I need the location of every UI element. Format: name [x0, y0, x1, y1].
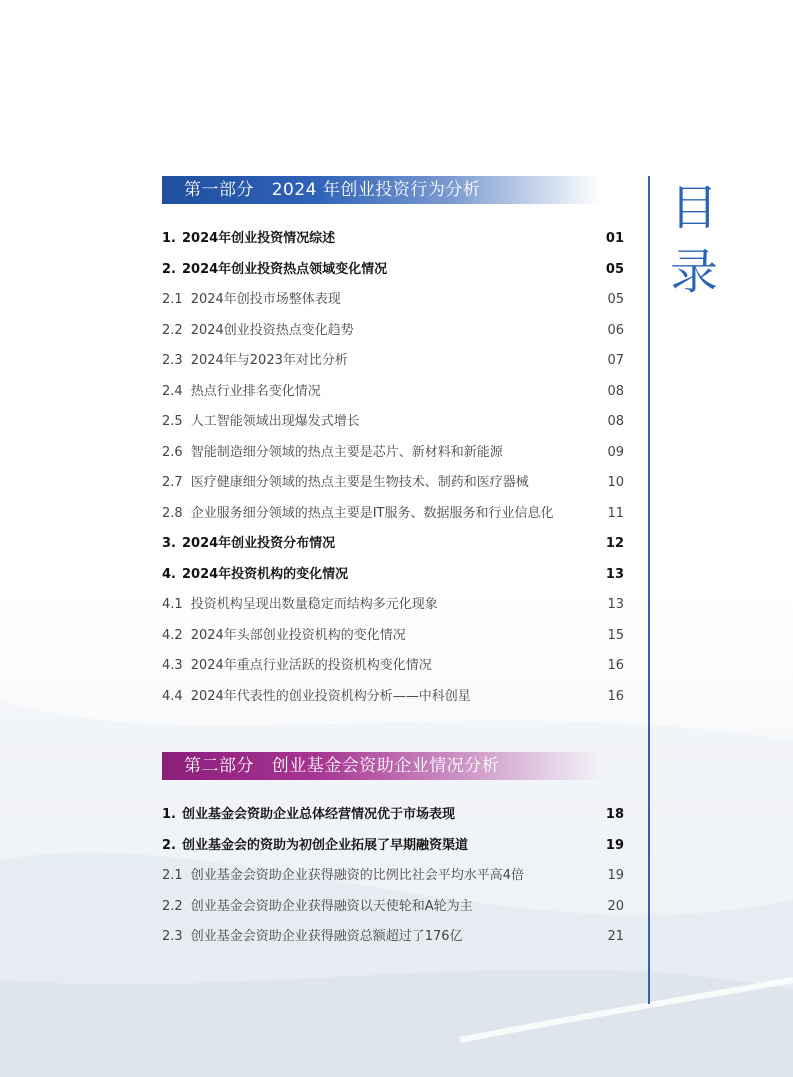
entry-title: 创业基金会资助企业获得融资总额超过了176亿: [190, 929, 463, 944]
toc-subentry[interactable]: [162, 861, 624, 892]
toc-subentry[interactable]: [162, 892, 624, 923]
entry-page: 08: [607, 414, 624, 429]
entry-number: 2.6: [162, 444, 183, 460]
toc-subentry[interactable]: [162, 285, 624, 316]
section-banner-part-1: [162, 176, 602, 204]
entry-page: 18: [605, 807, 624, 822]
entry-number: 2.7: [162, 475, 183, 490]
entry-number: 1.: [162, 231, 176, 246]
entry-number: 2.2: [162, 322, 183, 338]
toc-subentry[interactable]: [162, 316, 624, 347]
section-banner-label: 第二部分 创业基金会资助企业情况分析: [184, 756, 500, 776]
toc-subentry[interactable]: [162, 499, 624, 530]
toc-entry[interactable]: [162, 831, 624, 862]
entry-title: 2024年创业投资热点领域变化情况: [181, 261, 388, 277]
toc-subentry[interactable]: [162, 922, 624, 953]
entry-title: 2024年代表性的创业投资机构分析——中科创星: [190, 688, 471, 704]
entry-title: 医疗健康细分领域的热点主要是生物技术、制药和医疗器械: [190, 475, 529, 490]
toc-subentry[interactable]: [162, 468, 624, 499]
toc-entry[interactable]: [162, 224, 624, 255]
entry-number: 4.: [162, 566, 176, 582]
section-banner-part-2: [162, 752, 602, 780]
entry-title: 企业服务细分领域的热点主要是IT服务、数据服务和行业信息化: [190, 505, 554, 521]
entry-number: 2.1: [162, 868, 183, 883]
entry-number: 2.1: [162, 292, 183, 307]
entry-page: 11: [607, 505, 624, 521]
section-banner-label: 第一部分 2024 年创业投资行为分析: [184, 180, 481, 200]
entry-number: 2.4: [162, 383, 183, 399]
entry-title: 人工智能领域出现爆发式增长: [190, 414, 360, 429]
contents-heading-char: 录: [669, 244, 718, 300]
entry-title: 创业基金会资助企业获得融资的比例比社会平均水平高4倍: [190, 868, 524, 883]
entry-page: 08: [607, 383, 624, 399]
entry-title: 创业基金会资助企业总体经营情况优于市场表现: [181, 807, 455, 822]
toc-subentry[interactable]: [162, 377, 624, 408]
entry-page: 07: [607, 353, 624, 368]
entry-title: 热点行业排名变化情况: [190, 383, 321, 399]
toc-subentry[interactable]: [162, 682, 624, 713]
toc-entry[interactable]: [162, 255, 624, 286]
entry-title: 智能制造细分领域的热点主要是芯片、新材料和新能源: [190, 444, 503, 460]
entry-title: 2024年创业投资情况综述: [181, 231, 336, 246]
entry-title: 创业基金会的资助为初创企业拓展了早期融资渠道: [181, 837, 468, 853]
entry-title: 2024年创业投资分布情况: [181, 536, 336, 551]
entry-title: 2024年重点行业活跃的投资机构变化情况: [190, 658, 432, 673]
entry-page: 12: [605, 536, 624, 551]
toc-entry[interactable]: [162, 560, 624, 591]
entry-page: 06: [607, 322, 624, 338]
entry-number: 2.3: [162, 353, 183, 368]
entry-number: 4.1: [162, 597, 183, 612]
entry-page: 13: [607, 597, 624, 612]
entry-page: 19: [605, 837, 624, 853]
entry-page: 05: [607, 292, 624, 307]
entry-page: 13: [605, 566, 624, 582]
entry-page: 10: [607, 475, 624, 490]
entry-number: 2.8: [162, 505, 183, 521]
entry-title: 2024年与2023年对比分析: [190, 353, 348, 368]
entry-title: 创业基金会资助企业获得融资以天使轮和A轮为主: [190, 898, 473, 914]
entry-title: 2024年头部创业投资机构的变化情况: [190, 627, 406, 643]
entry-page: 20: [607, 898, 624, 914]
entry-page: 19: [607, 868, 624, 883]
entry-page: 21: [607, 929, 624, 944]
toc-subentry[interactable]: [162, 346, 624, 377]
entry-page: 09: [607, 444, 624, 460]
toc-entry[interactable]: [162, 800, 624, 831]
entry-number: 3.: [162, 536, 176, 551]
entry-title: 投资机构呈现出数量稳定而结构多元化现象: [190, 597, 438, 612]
entry-number: 2.5: [162, 414, 183, 429]
entry-page: 15: [607, 627, 624, 643]
entry-number: 2.2: [162, 898, 183, 914]
toc-subentry[interactable]: [162, 590, 624, 621]
contents-heading: [666, 176, 722, 304]
entry-number: 4.3: [162, 658, 183, 673]
toc-subentry[interactable]: [162, 621, 624, 652]
entry-number: 4.2: [162, 627, 183, 643]
entry-number: 4.4: [162, 688, 183, 704]
toc-entry[interactable]: [162, 529, 624, 560]
entry-page: 01: [605, 231, 624, 246]
entry-title: 2024年投资机构的变化情况: [181, 566, 349, 582]
toc-list-part-1: [162, 224, 624, 712]
entry-title: 2024创业投资热点变化趋势: [190, 322, 354, 338]
entry-page: 16: [607, 688, 624, 704]
entry-page: 16: [607, 658, 624, 673]
vertical-divider: [648, 176, 650, 1004]
toc-subentry[interactable]: [162, 407, 624, 438]
entry-number: 2.: [162, 837, 176, 853]
toc-list-part-2: [162, 800, 624, 953]
entry-title: 2024年创投市场整体表现: [190, 292, 341, 307]
entry-number: 1.: [162, 807, 176, 822]
entry-page: 05: [605, 261, 624, 277]
contents-heading-char: 目: [669, 180, 718, 236]
toc-subentry[interactable]: [162, 651, 624, 682]
entry-number: 2.3: [162, 929, 183, 944]
entry-number: 2.: [162, 261, 176, 277]
toc-subentry[interactable]: [162, 438, 624, 469]
